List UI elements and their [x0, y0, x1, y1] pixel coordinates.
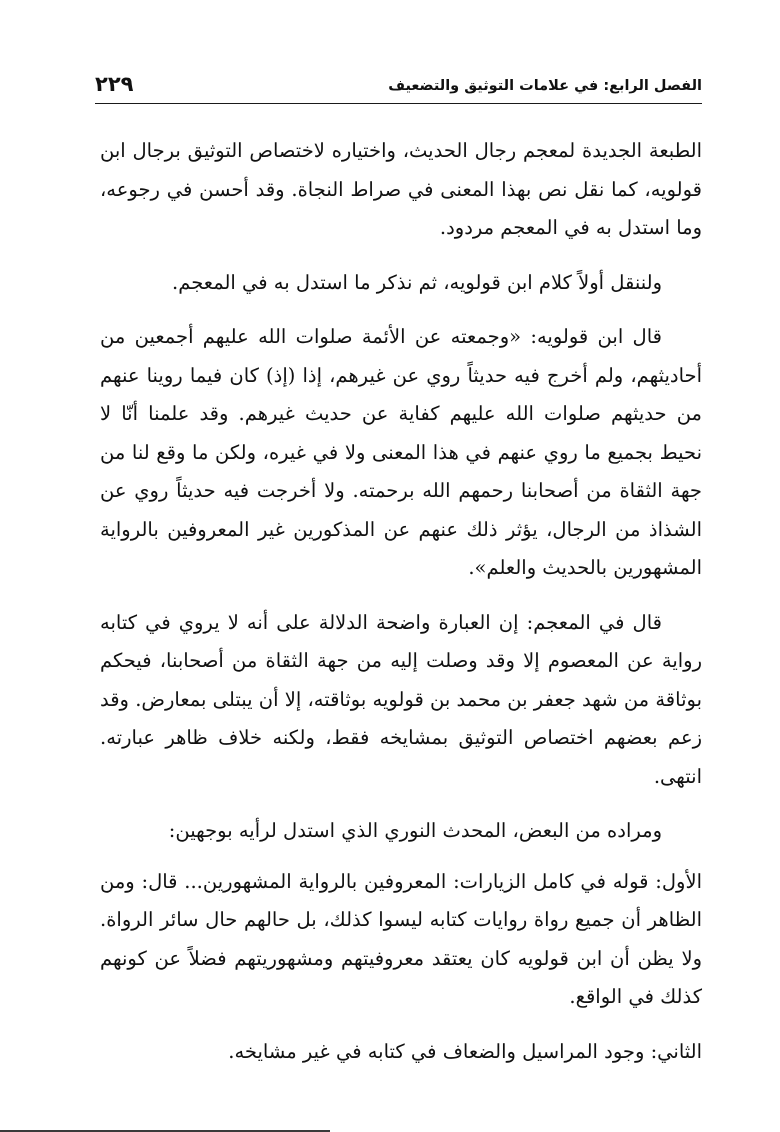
body-text — [100, 132, 702, 1071]
chapter-title: الفصل الرابع: في علامات التوثيق والتضعيف — [388, 78, 702, 94]
paragraph-first-reason: الأول: قوله في كامل الزيارات: المعروفين بالرواية المشهورين... قال: ومن الظاهر أن جميع رواة روايات كتابه ليسوا كذلك، بل حالهم حال سائر الرواة. ولا يظن أن ابن قولويه كان يعتقد معروفيتهم ومشهوريتهم فضلاً عن كونهم كذلك في الواقع. — [100, 869, 702, 1008]
page-number: ٢٢٩ — [95, 72, 134, 96]
paragraph-intro: الطبعة الجديدة لمعجم رجال الحديث، واختياره لاختصاص التوثيق برجال ابن قولويه، كما نقل نص بهذا المعنى في صراط النجاة. وقد أحسن في رجوعه، وما استدل به في المعجم مردود. — [100, 139, 702, 239]
paragraph-transition: ولننقل أولاً كلام ابن قولويه، ثم نذكر ما استدل به في المعجم. — [172, 270, 662, 294]
paragraph-two-reasons: ومراده من البعض، المحدث النوري الذي استدل لرأيه بوجهين: — [168, 819, 662, 842]
paragraph-mujam-quote: قال في المعجم: إن العبارة واضحة الدلالة على أنه لا يروي في كتابه رواية عن المعصوم إلا وقد وصلت إليه من جهة الثقاة من أصحابنا، فيحكم بوثاقة من شهد جعفر بن محمد بن قولويه بوثاقته، إلا أن يبتلى بمعارض. وقد زعم بعضهم اختصاص التوثيق بمشايخه فقط، ولكنه خلاف ظاهر عبارته. انتهى. — [100, 610, 702, 788]
paragraph-second-reason: الثاني: وجود المراسيل والضعاف في كتابه في غير مشايخه. — [228, 1039, 702, 1063]
paragraph-ibn-qulawayh-quote: قال ابن قولويه: «وجمعته عن الأئمة صلوات الله عليهم أجمعين من أحاديثهم، ولم أخرج فيه حديثاً روي عن غيرهم، إذا (إذ) كان فيما روينا عنهم من حديثهم صلوات الله عليهم كفاية عن حديث غيرهم. وقد علمنا أنّا لا نحيط بجميع ما روي عنهم في هذا المعنى ولا في غيره، ولكن ما وقع لنا من جهة الثقاة من أصحابنا رحمهم الله برحمته. ولا أخرجت فيه حديثاً روي عن الشذاذ من الرجال، يؤثر ذلك عنهم عن المذكورين غير المعروفين بالرواية المشهورين بالحديث والعلم». — [100, 325, 702, 579]
header-divider — [95, 103, 702, 104]
running-header — [95, 72, 702, 102]
